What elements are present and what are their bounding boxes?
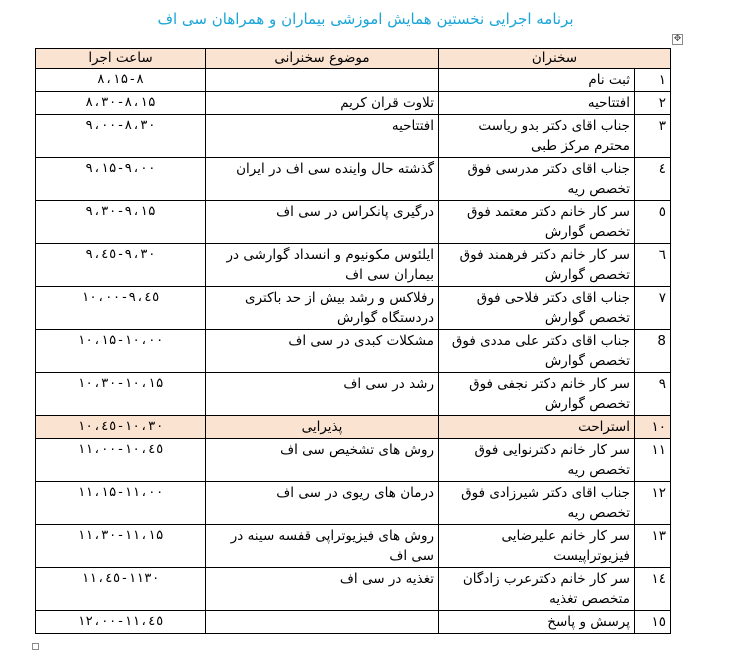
speaker-cell: جناب اقای دکتر شیرزادی فوق تخصص ریه	[439, 482, 635, 525]
topic-cell: مشکلات کبدی در سی اف	[206, 330, 439, 373]
break-row	[36, 416, 671, 439]
row-number: ۱۲	[635, 482, 671, 525]
speaker-cell: سر کار خانم دکتر فرهمند فوق تخصص گوارش	[439, 244, 635, 287]
topic-cell: ایلئوس مکونیوم و انسداد گوارشی در بیماران سی اف	[206, 244, 439, 287]
table-header-row	[36, 49, 671, 69]
speaker-cell: جناب اقای دکتر بدو ریاست محترم مرکز طبی	[439, 115, 635, 158]
row-number: ۱۰	[635, 416, 671, 439]
time-cell: ۱۰،۱۵-۱۰،۰۰	[36, 330, 206, 373]
page-title: برنامه اجرایی نخستین همایش اموزشی بیماران و همراهان سی اف	[157, 10, 574, 28]
speaker-cell: سر کار خانم دکترنوایی فوق تخصص ریه	[439, 439, 635, 482]
table-row	[36, 482, 671, 525]
row-number: ٥	[635, 201, 671, 244]
header-topic: موضوع سخنرانی	[206, 49, 439, 69]
table-row	[36, 115, 671, 158]
time-cell: ۱۰،۳۰-۱۰،۱۵	[36, 373, 206, 416]
time-cell: ۱۰،۰۰-۹،٤٥	[36, 287, 206, 330]
time-cell: ۸،۱۵-۸	[36, 69, 206, 92]
speaker-cell: جناب اقای دکتر مدرسی فوق تخصص ریه	[439, 158, 635, 201]
row-number: ۹	[635, 373, 671, 416]
row-number: ۱۳	[635, 525, 671, 568]
speaker-cell: سر کار خانم علیرضایی فیزیوتراپیست	[439, 525, 635, 568]
row-number: ۱٥	[635, 611, 671, 634]
header-time: ساعت اجرا	[36, 49, 206, 69]
table-row	[36, 69, 671, 92]
row-number: ۱٤	[635, 568, 671, 611]
topic-cell: گذشته حال واینده سی اف در ایران	[206, 158, 439, 201]
time-cell: ۹،۳۰-۹،۱۵	[36, 201, 206, 244]
speaker-cell: افتتاحیه	[439, 92, 635, 115]
row-number: 8	[635, 330, 671, 373]
row-number: ٤	[635, 158, 671, 201]
time-cell: ۱۱،۳۰-۱۱،۱۵	[36, 525, 206, 568]
speaker-cell: جناب اقای دکتر فلاحی فوق تخصص گوارش	[439, 287, 635, 330]
topic-cell: درگیری پانکراس در سی اف	[206, 201, 439, 244]
speaker-cell: ثبت نام	[439, 69, 635, 92]
topic-cell: رفلاکس و رشد بیش از حد باکتری دردستگاه گوارش	[206, 287, 439, 330]
time-cell: ۱۰،٤٥-۱۰،۳۰	[36, 416, 206, 439]
time-cell: ۱۱،٤٥-۱۱۳۰	[36, 568, 206, 611]
table-row	[36, 568, 671, 611]
topic-cell	[206, 69, 439, 92]
header-speakers: سخنران	[439, 49, 671, 69]
table-row	[36, 525, 671, 568]
table-row	[36, 611, 671, 634]
time-cell: ۸،۳۰-۸،۱۵	[36, 92, 206, 115]
topic-cell: درمان های ریوی در سی اف	[206, 482, 439, 525]
table-row	[36, 158, 671, 201]
time-cell: ۹،۰۰-۸،۳۰	[36, 115, 206, 158]
row-number: ۱	[635, 69, 671, 92]
move-cross-icon[interactable]: ✥	[673, 34, 682, 44]
table-row	[36, 373, 671, 416]
table-row	[36, 439, 671, 482]
speaker-cell: سر کار خانم دکتر معتمد فوق تخصص گوارش	[439, 201, 635, 244]
topic-cell: پذیرایی	[206, 416, 439, 439]
time-cell: ۹،٤٥-۹،۳۰	[36, 244, 206, 287]
table-row	[36, 287, 671, 330]
topic-cell: رشد در سی اف	[206, 373, 439, 416]
speaker-cell: پرسش و پاسخ	[439, 611, 635, 634]
topic-cell	[206, 611, 439, 634]
row-number: ۲	[635, 92, 671, 115]
row-number: ٦	[635, 244, 671, 287]
time-cell: ۹،۱۵-۹،۰۰	[36, 158, 206, 201]
topic-cell: روش های تشخیص سی اف	[206, 439, 439, 482]
topic-cell: تلاوت قران کریم	[206, 92, 439, 115]
table-body	[36, 69, 671, 634]
resize-handle[interactable]	[32, 643, 39, 650]
table-row	[36, 244, 671, 287]
table-row	[36, 92, 671, 115]
time-cell: ۱۲،۰۰-۱۱،٤٥	[36, 611, 206, 634]
table-row	[36, 201, 671, 244]
speaker-cell: استراحت	[439, 416, 635, 439]
program-table	[35, 48, 671, 634]
table-row	[36, 330, 671, 373]
row-number: ۱۱	[635, 439, 671, 482]
time-cell: ۱۱،۱۵-۱۱،۰۰	[36, 482, 206, 525]
row-number: ۳	[635, 115, 671, 158]
speaker-cell: سر کار خانم دکتر نجفی فوق تخصص گوارش	[439, 373, 635, 416]
time-cell: ۱۱،۰۰-۱۰،٤٥	[36, 439, 206, 482]
speaker-cell: سر کار خانم دکترعرب زادگان متخصص تغذیه	[439, 568, 635, 611]
topic-cell: روش های فیزیوتراپی قفسه سینه در سی اف	[206, 525, 439, 568]
row-number: ۷	[635, 287, 671, 330]
speaker-cell: جناب اقای دکتر علی مددی فوق تخصص گوارش	[439, 330, 635, 373]
topic-cell: تغذیه در سی اف	[206, 568, 439, 611]
topic-cell: افتتاحیه	[206, 115, 439, 158]
